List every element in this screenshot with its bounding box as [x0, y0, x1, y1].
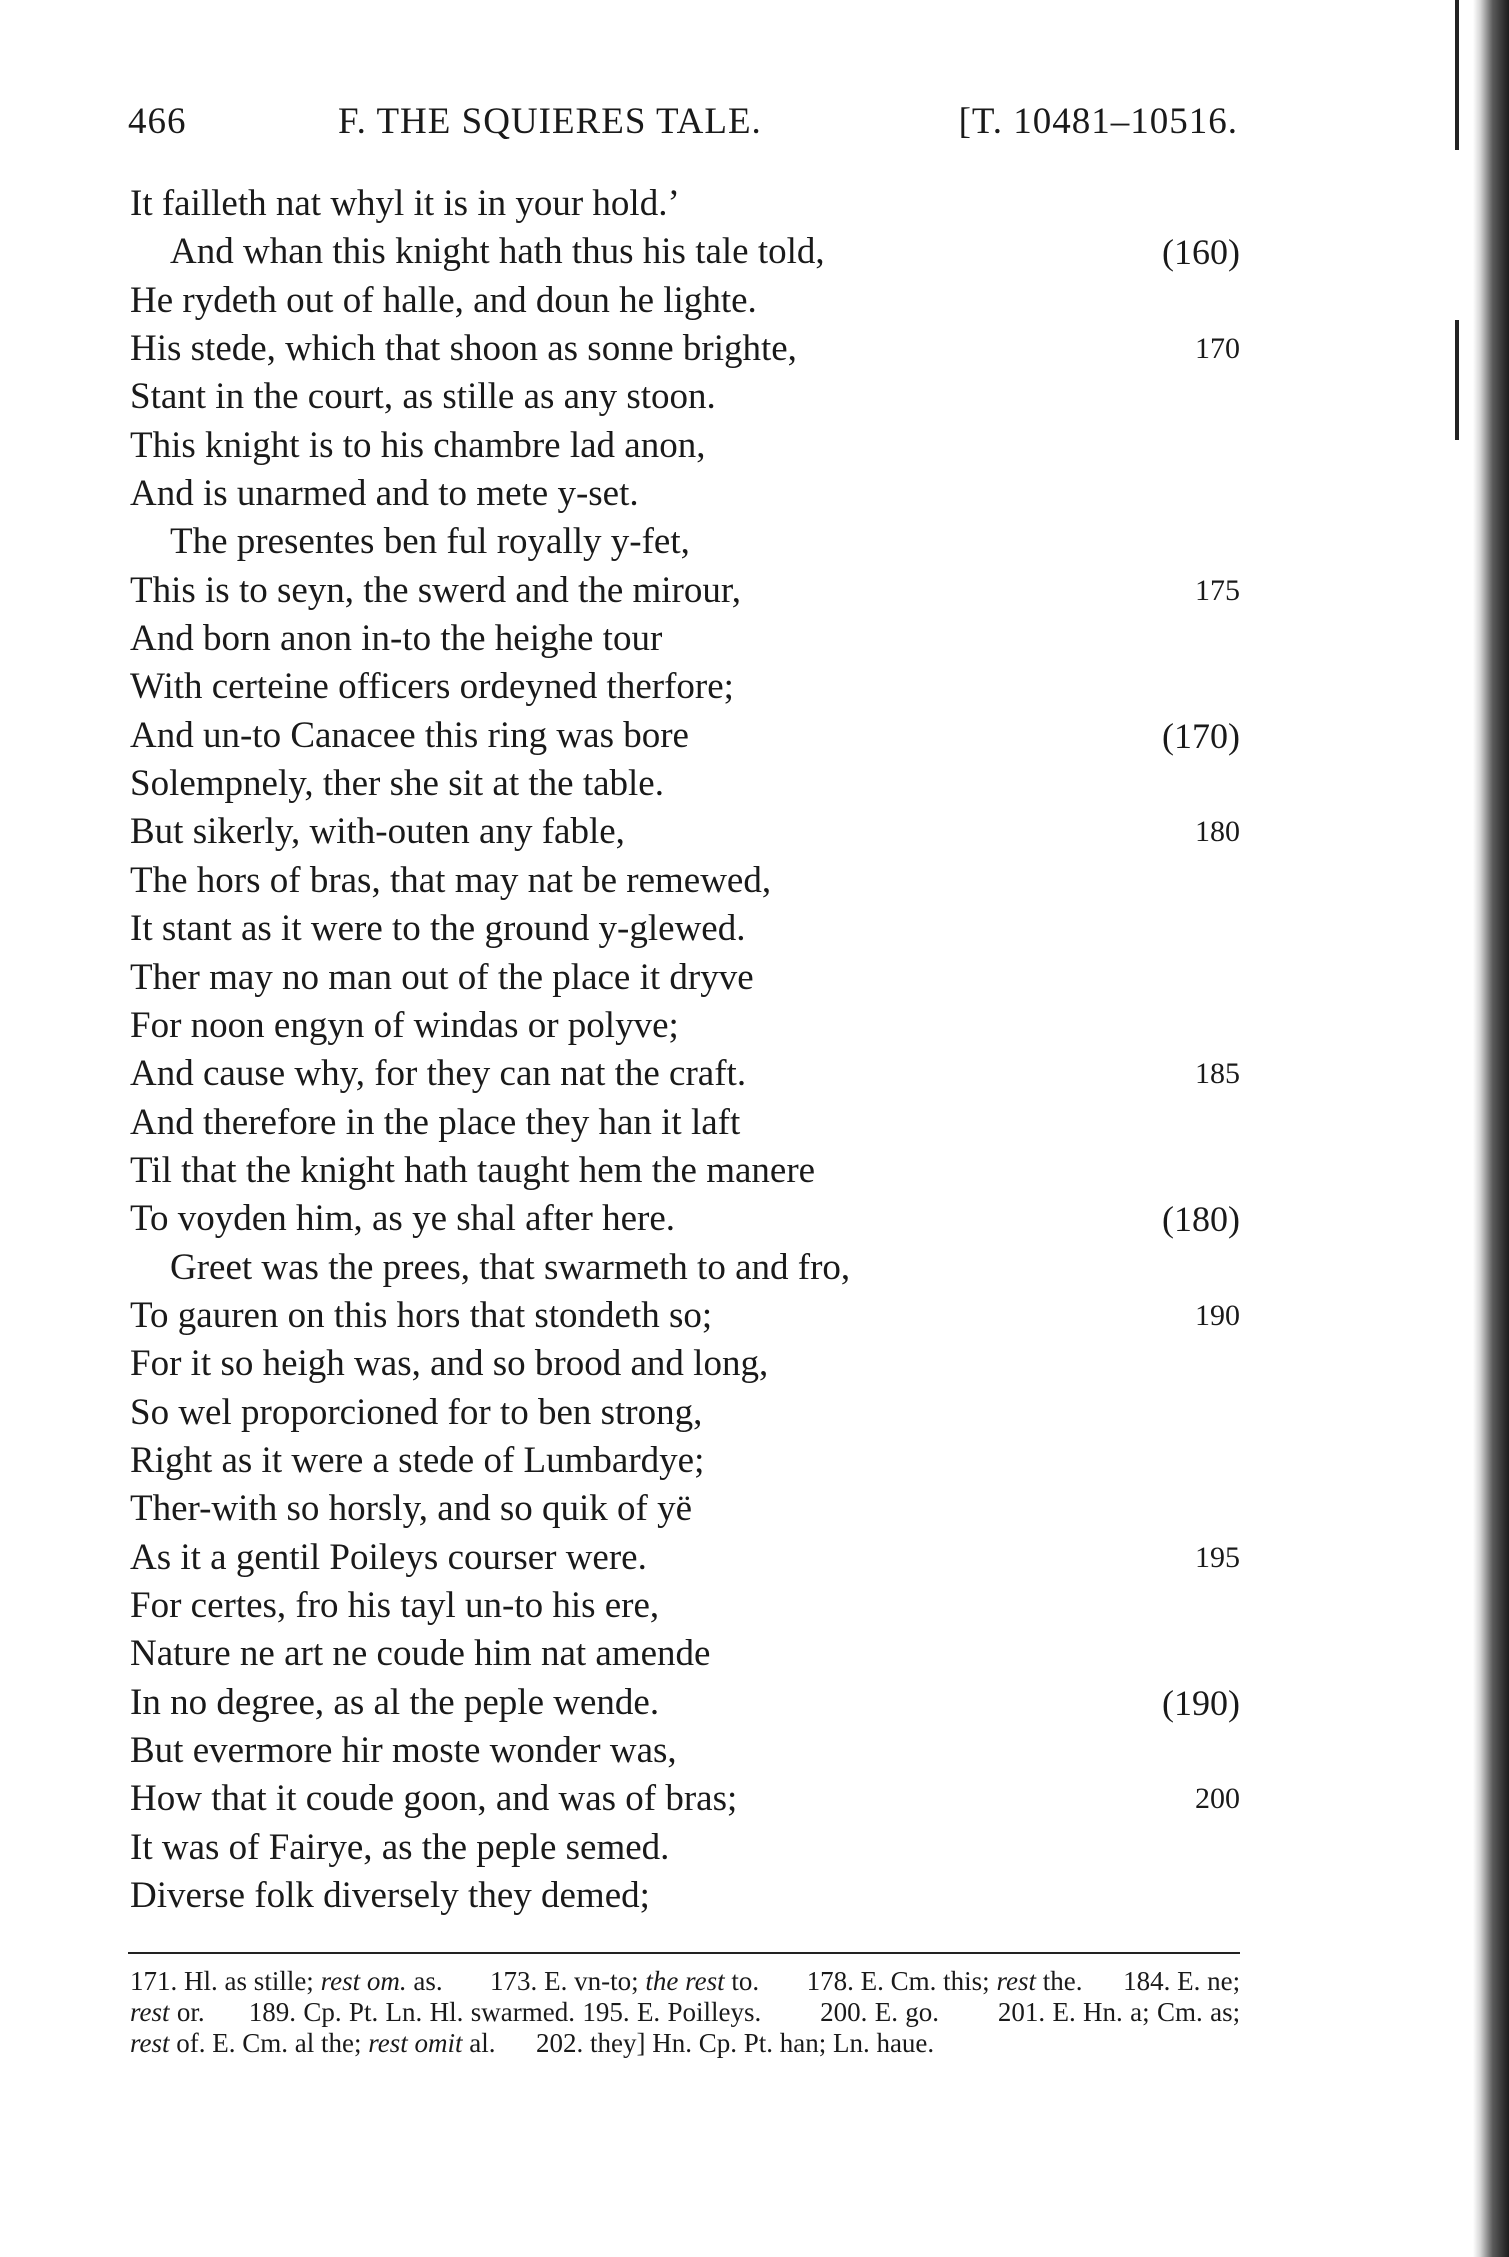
line-number: 175	[1195, 573, 1240, 607]
verse-line	[130, 954, 1240, 1002]
verse-line	[130, 422, 1240, 470]
binding-mark	[1455, 0, 1459, 150]
line-number: 200	[1195, 1782, 1240, 1816]
verse-line	[130, 1727, 1240, 1775]
footnote-184: 184. E. ne; rest or.	[130, 1966, 1241, 2027]
verse-text: It was of Fairye, as the peple semed.	[130, 1826, 670, 1868]
line-number: (180)	[1162, 1199, 1240, 1240]
verse-text: How that it coude goon, and was of bras;	[130, 1778, 738, 1820]
verse-text: To gauren on this hors that stondeth so;	[130, 1294, 713, 1336]
verse-text: The hors of bras, that may nat be remewed,	[130, 859, 772, 901]
verse-line	[130, 567, 1240, 615]
verse-text: It stant as it were to the ground y-glewed.	[130, 908, 746, 950]
verse-text: Nature ne art ne coude him nat amende	[130, 1633, 711, 1675]
verse-line	[130, 228, 1240, 276]
verse-text: The presentes ben ful royally y-fet,	[170, 521, 690, 563]
footnote-171: 171. Hl. as stille; rest om. as.	[130, 1966, 443, 1996]
verse-text: And therefore in the place they han it laft	[130, 1101, 741, 1143]
binding-shadow	[1473, 0, 1509, 2257]
verse-text: And whan this knight hath thus his tale told,	[170, 231, 825, 273]
verse-text: He rydeth out of halle, and doun he lighte.	[130, 279, 757, 321]
verse-line	[130, 518, 1240, 566]
verse-text: And born anon in-to the heighe tour	[130, 618, 663, 660]
verse-block	[130, 180, 1240, 1920]
verse-line	[130, 1679, 1240, 1727]
footnote-173: 173. E. vn-to; the rest to.	[490, 1966, 760, 1996]
verse-line	[130, 1389, 1240, 1437]
running-header	[128, 100, 1238, 160]
verse-text: So wel proporcioned for to ben strong,	[130, 1391, 703, 1433]
verse-text: For noon engyn of windas or polyve;	[130, 1004, 679, 1046]
line-number: (160)	[1162, 232, 1240, 273]
line-number: (190)	[1162, 1682, 1240, 1723]
verse-text: It failleth nat whyl it is in your hold.’	[130, 183, 680, 224]
verse-line	[130, 1195, 1240, 1243]
verse-text: For it so heigh was, and so brood and long,	[130, 1343, 769, 1385]
verse-text: His stede, which that shoon as sonne brighte,	[130, 328, 797, 370]
line-number: 195	[1195, 1540, 1240, 1574]
page-number: 466	[128, 101, 187, 142]
binding-mark	[1455, 320, 1459, 440]
verse-text: Ther-with so horsly, and so quik of yë	[130, 1488, 693, 1530]
footnote-rule	[128, 1952, 1240, 1954]
footnote-178: 178. E. Cm. this; rest the.	[806, 1966, 1083, 1996]
line-number: (170)	[1162, 715, 1240, 756]
verse-line	[130, 277, 1240, 325]
verse-line	[130, 180, 1240, 228]
verse-line	[130, 1099, 1240, 1147]
line-number: 190	[1195, 1298, 1240, 1332]
verse-line	[130, 615, 1240, 663]
verse-text: But sikerly, with-outen any fable,	[130, 811, 625, 853]
line-number: 180	[1195, 815, 1240, 849]
verse-line	[130, 1340, 1240, 1388]
verse-text: Ther may no man out of the place it dryve	[130, 956, 754, 998]
footnote-195: 195. E. Poilleys.	[582, 1997, 762, 2027]
footnote-189: 189. Cp. Pt. Ln. Hl. swarmed.	[248, 1997, 575, 2027]
verse-line	[130, 1437, 1240, 1485]
footnote-202: 202. they] Hn. Cp. Pt. han; Ln. haue.	[535, 2028, 935, 2058]
verse-text: Right as it were a stede of Lumbardye;	[130, 1439, 705, 1481]
verse-line	[130, 1050, 1240, 1098]
verse-text: To voyden him, as ye shal after here.	[130, 1198, 676, 1240]
verse-text: And is unarmed and to mete y-set.	[130, 473, 639, 515]
verse-text: As it a gentil Poileys courser were.	[130, 1536, 647, 1578]
verse-text: Solempnely, ther she sit at the table.	[130, 763, 664, 805]
verse-line	[130, 808, 1240, 856]
verse-line	[130, 470, 1240, 518]
verse-text: Stant in the court, as stille as any stoon.	[130, 376, 716, 418]
footnotes	[130, 1966, 1240, 2059]
verse-line	[130, 1872, 1240, 1920]
line-number: 185	[1195, 1057, 1240, 1091]
verse-line	[130, 373, 1240, 421]
verse-text: This is to seyn, the swerd and the mirour,	[130, 569, 741, 611]
verse-line	[130, 712, 1240, 760]
verse-line	[130, 905, 1240, 953]
verse-line	[130, 1775, 1240, 1823]
verse-line	[130, 1534, 1240, 1582]
verse-line	[130, 857, 1240, 905]
verse-line	[130, 1582, 1240, 1630]
verse-line	[130, 1002, 1240, 1050]
verse-text: Til that the knight hath taught hem the manere	[130, 1149, 816, 1191]
verse-text: This knight is to his chambre lad anon,	[130, 424, 706, 466]
verse-text: With certeine officers ordeyned therfore;	[130, 666, 734, 708]
line-reference: [T. 10481–10516.	[958, 101, 1238, 142]
page-title: F. THE SQUIERES TALE.	[338, 101, 762, 142]
verse-line	[130, 1244, 1240, 1292]
verse-line	[130, 325, 1240, 373]
verse-text: In no degree, as al the peple wende.	[130, 1681, 660, 1723]
line-number: 170	[1195, 332, 1240, 366]
verse-line	[130, 663, 1240, 711]
verse-line	[130, 760, 1240, 808]
verse-text: And un-to Canacee this ring was bore	[130, 714, 689, 756]
verse-text: Diverse folk diversely they demed;	[130, 1875, 650, 1917]
footnote-201: 201. E. Hn. a; Cm. as; rest of. E. Cm. al the; rest omit al.	[130, 1997, 1241, 2058]
verse-line	[130, 1824, 1240, 1872]
verse-text: But evermore hir moste wonder was,	[130, 1730, 677, 1771]
verse-text: Greet was the prees, that swarmeth to and fro,	[170, 1246, 851, 1288]
footnote-200: 200. E. go.	[820, 1997, 940, 2027]
verse-line	[130, 1485, 1240, 1533]
verse-text: And cause why, for they can nat the craft.	[130, 1053, 747, 1095]
verse-line	[130, 1292, 1240, 1340]
verse-line	[130, 1630, 1240, 1678]
verse-line	[130, 1147, 1240, 1195]
verse-text: For certes, fro his tayl un-to his ere,	[130, 1584, 660, 1626]
